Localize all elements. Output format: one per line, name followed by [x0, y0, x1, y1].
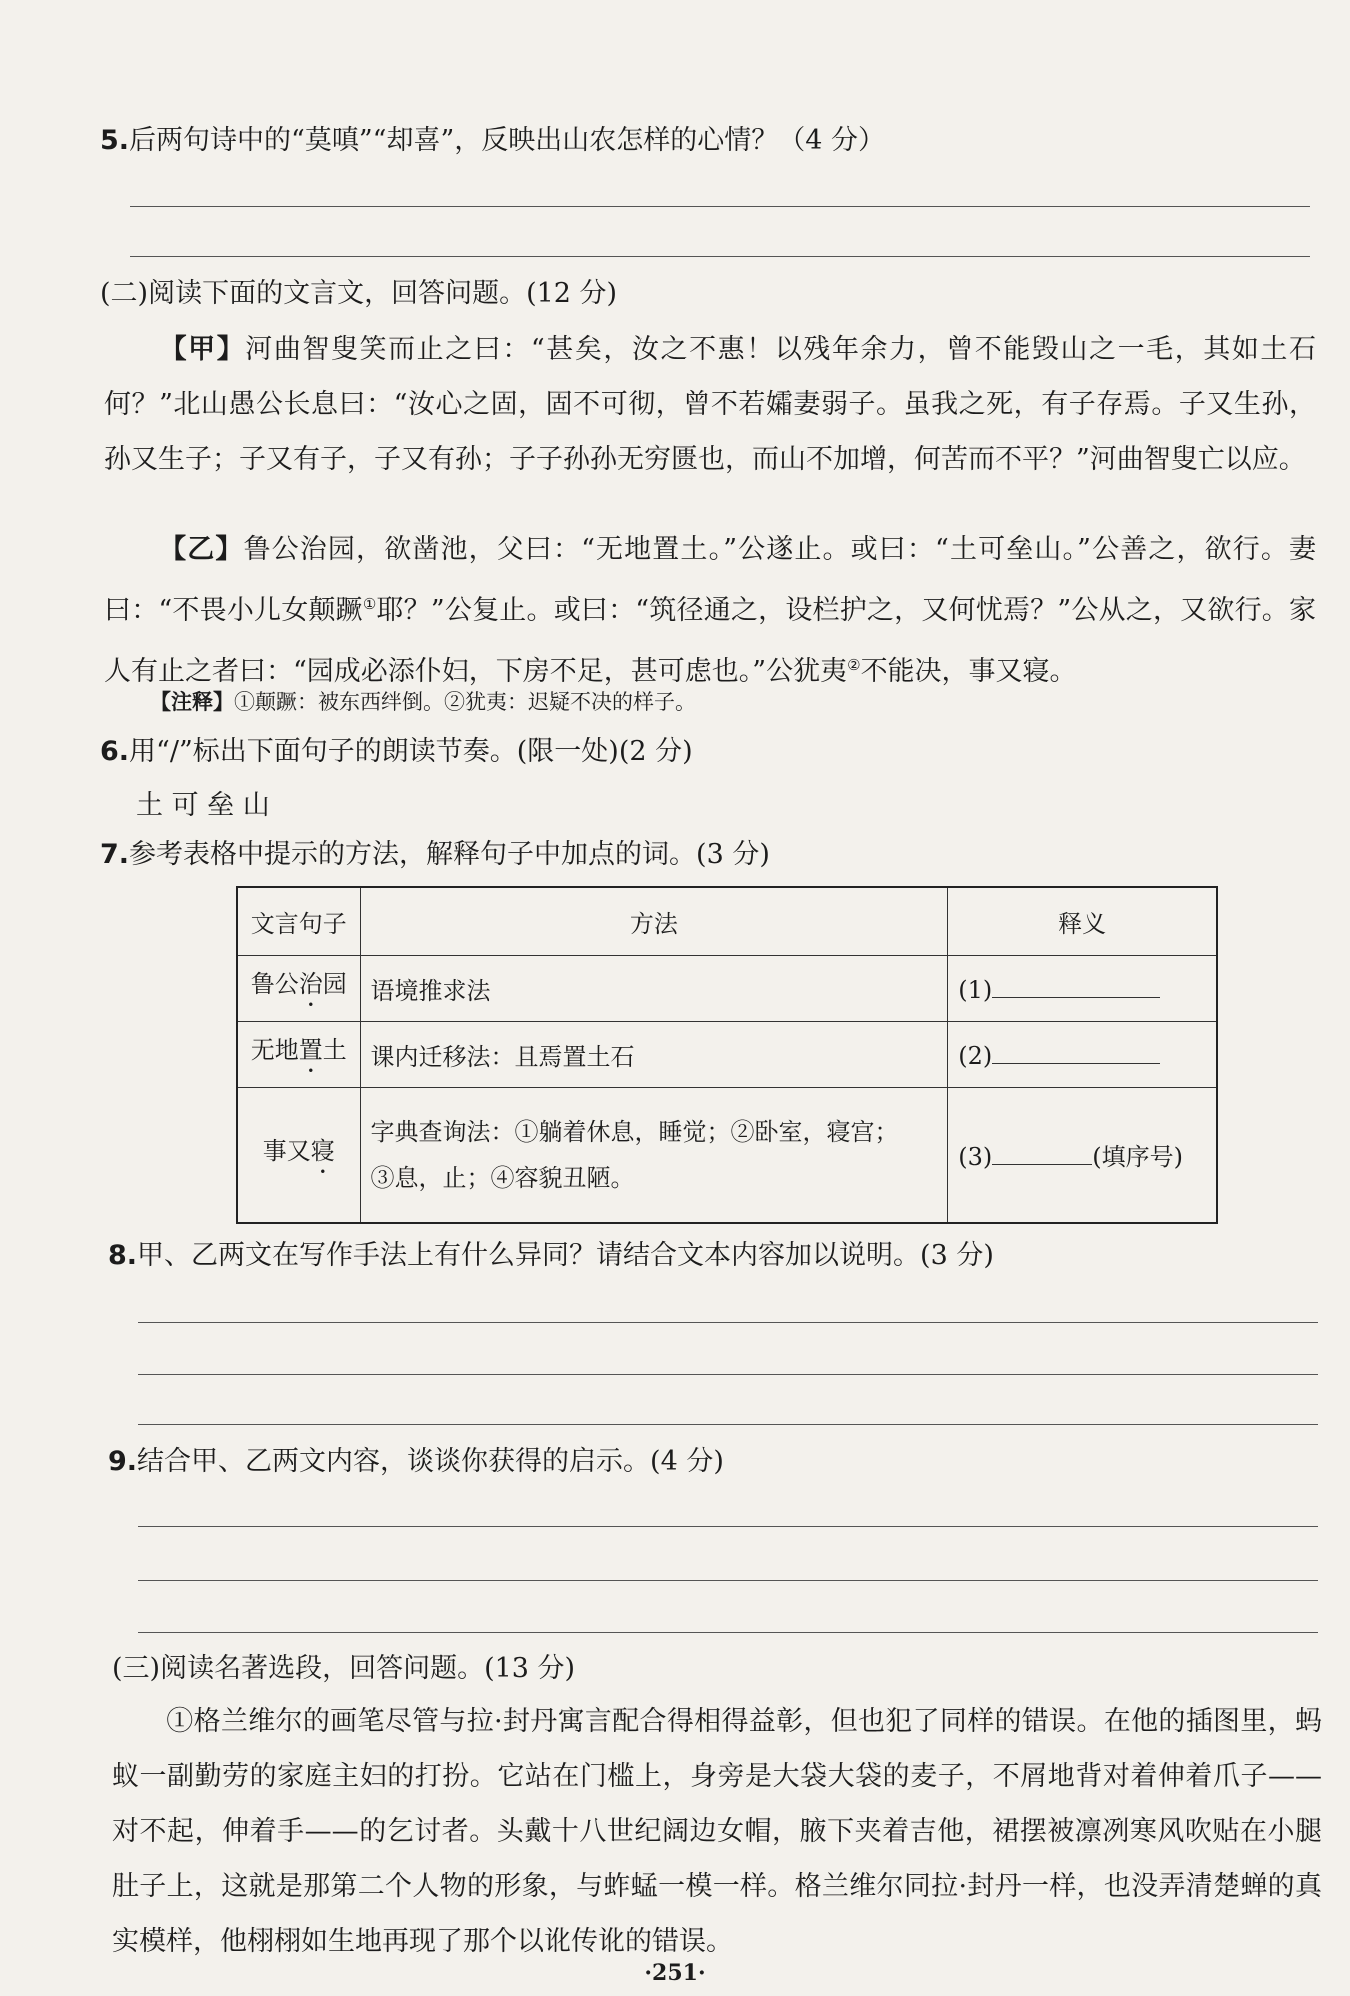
passage-text: 不能决，事又寝。: [860, 656, 1077, 687]
meaning-cell: (2): [948, 1021, 1217, 1087]
question-text: 用“/”标出下面句子的朗读节奏。(限一处)(2 分): [129, 736, 693, 767]
question-7: [100, 836, 770, 874]
meaning-cell: (3) (填序号): [948, 1087, 1217, 1223]
passage-text: 耶？”公复止。或曰：“筑径通之，设栏护之，又何忧焉？”公从之，又欲行。家人有止之者曰：“园成必添仆妇，下房不足，甚可虑也。”公犹夷: [104, 595, 1316, 687]
passage-tag: 【乙】: [158, 534, 244, 565]
method-cell: 课内迁移法：且焉置土石: [360, 1021, 948, 1087]
passage-text: 河曲智叟笑而止之曰：“甚矣，汝之不惠！以残年余力，曾不能毁山之一毛，其如土石何？”北山愚公长息曰：“汝心之固，固不可彻，曾不若孀妻弱子。虽我之死，有子存焉。子又生孙，孙又生子；子又有子，子又有孙；子子孙孙无穷匮也，而山不加增，何苦而不平？”河曲智叟亡以应。: [104, 334, 1316, 475]
table-row: [237, 1021, 1217, 1087]
annotation-text: ①颠蹶：被东西绊倒。②犹夷：迟疑不决的样子。: [234, 690, 696, 714]
table-row: [237, 955, 1217, 1021]
dotted-word: 寝: [310, 1136, 335, 1165]
footnote-ref: ①: [362, 595, 377, 613]
answer-line[interactable]: [138, 1424, 1318, 1425]
method-cell: 语境推求法: [360, 955, 948, 1021]
answer-line[interactable]: [138, 1322, 1318, 1323]
answer-line[interactable]: [138, 1526, 1318, 1527]
answer-line[interactable]: [130, 256, 1310, 257]
section-3-heading: (三)阅读名著选段，回答问题。(13 分): [112, 1653, 576, 1684]
answer-blank[interactable]: [992, 973, 1160, 998]
meaning-cell: (1): [948, 955, 1217, 1021]
question-number: 9.: [108, 1446, 138, 1477]
header-sentence: 文言句子: [237, 887, 360, 955]
question-number: 6.: [100, 736, 130, 767]
question-text: 后两句诗中的“莫嗔”“却喜”，反映出山农怎样的心情？（4 分）: [129, 125, 886, 156]
sentence-cell: 鲁公治园: [237, 955, 360, 1021]
rhythm-sentence[interactable]: 土 可 垒 山: [136, 790, 270, 821]
excerpt-text: ①格兰维尔的画笔尽管与拉·封丹寓言配合得相得益彰，但也犯了同样的错误。在他的插图里，蚂蚁一副勤劳的家庭主妇的打扮。它站在门槛上，身旁是大袋大袋的麦子，不屑地背对着伸着爪子——对不起，伸着手——的乞讨者。头戴十八世纪阔边女帽，腋下夹着吉他，裙摆被凛冽寒风吹贴在小腿肚子上，这就是那第二个人物的形象，与蚱蜢一模一样。格兰维尔同拉·封丹一样，也没弄清楚蝉的真实模样，他栩栩如生地再现了那个以讹传讹的错误。: [112, 1706, 1322, 1957]
sentence-cell: 无地置土: [237, 1021, 360, 1087]
question-8: [108, 1237, 994, 1275]
question-number: 8.: [108, 1240, 138, 1271]
dotted-word: 置: [298, 1036, 323, 1064]
sentence-cell: 事又寝: [237, 1087, 360, 1223]
question-number: 7.: [100, 839, 130, 870]
question-text: 结合甲、乙两文内容，谈谈你获得的启示。(4 分): [137, 1446, 724, 1477]
question-9: [108, 1443, 724, 1481]
question-6: [100, 733, 693, 771]
header-meaning: 释义: [948, 887, 1217, 955]
method-cell: 字典查询法：①躺着休息，睡觉；②卧室，寝宫； ③息，止；④容貌丑陋。: [360, 1087, 948, 1223]
footnote-ref: ②: [847, 656, 861, 674]
passage-yi: [104, 522, 1316, 699]
annotation-tag: 【注释】: [150, 690, 234, 714]
passage-tag: 【甲】: [158, 334, 246, 365]
dotted-word: 治: [298, 970, 323, 998]
answer-blank[interactable]: [992, 1039, 1160, 1064]
question-text: 甲、乙两文在写作手法上有什么异同？请结合文本内容加以说明。(3 分): [137, 1240, 994, 1271]
table-header-row: [237, 887, 1217, 955]
page-number: ·251·: [644, 1960, 706, 1986]
question-5: [100, 122, 885, 160]
excerpt-paragraph: [112, 1694, 1322, 1969]
answer-blank[interactable]: [992, 1140, 1092, 1165]
table-row: [237, 1087, 1217, 1223]
passage-jia: [104, 322, 1316, 487]
annotation: [150, 687, 696, 717]
answer-line[interactable]: [138, 1374, 1318, 1375]
header-method: 方法: [360, 887, 948, 955]
section-2-heading: (二)阅读下面的文言文，回答问题。(12 分): [100, 278, 618, 309]
answer-line[interactable]: [138, 1632, 1318, 1633]
answer-line[interactable]: [138, 1580, 1318, 1581]
passage-text: 鲁公治园，欲凿池，父曰：“无地置土。”公遂止。或曰：“土可垒山。”公善之，欲行。妻曰：“不畏小儿女颠蹶: [104, 534, 1316, 626]
question-text: 参考表格中提示的方法，解释句子中加点的词。(3 分): [129, 839, 770, 870]
answer-line[interactable]: [130, 206, 1310, 207]
question-number: 5.: [100, 125, 130, 156]
answer-table: [236, 886, 1218, 1224]
